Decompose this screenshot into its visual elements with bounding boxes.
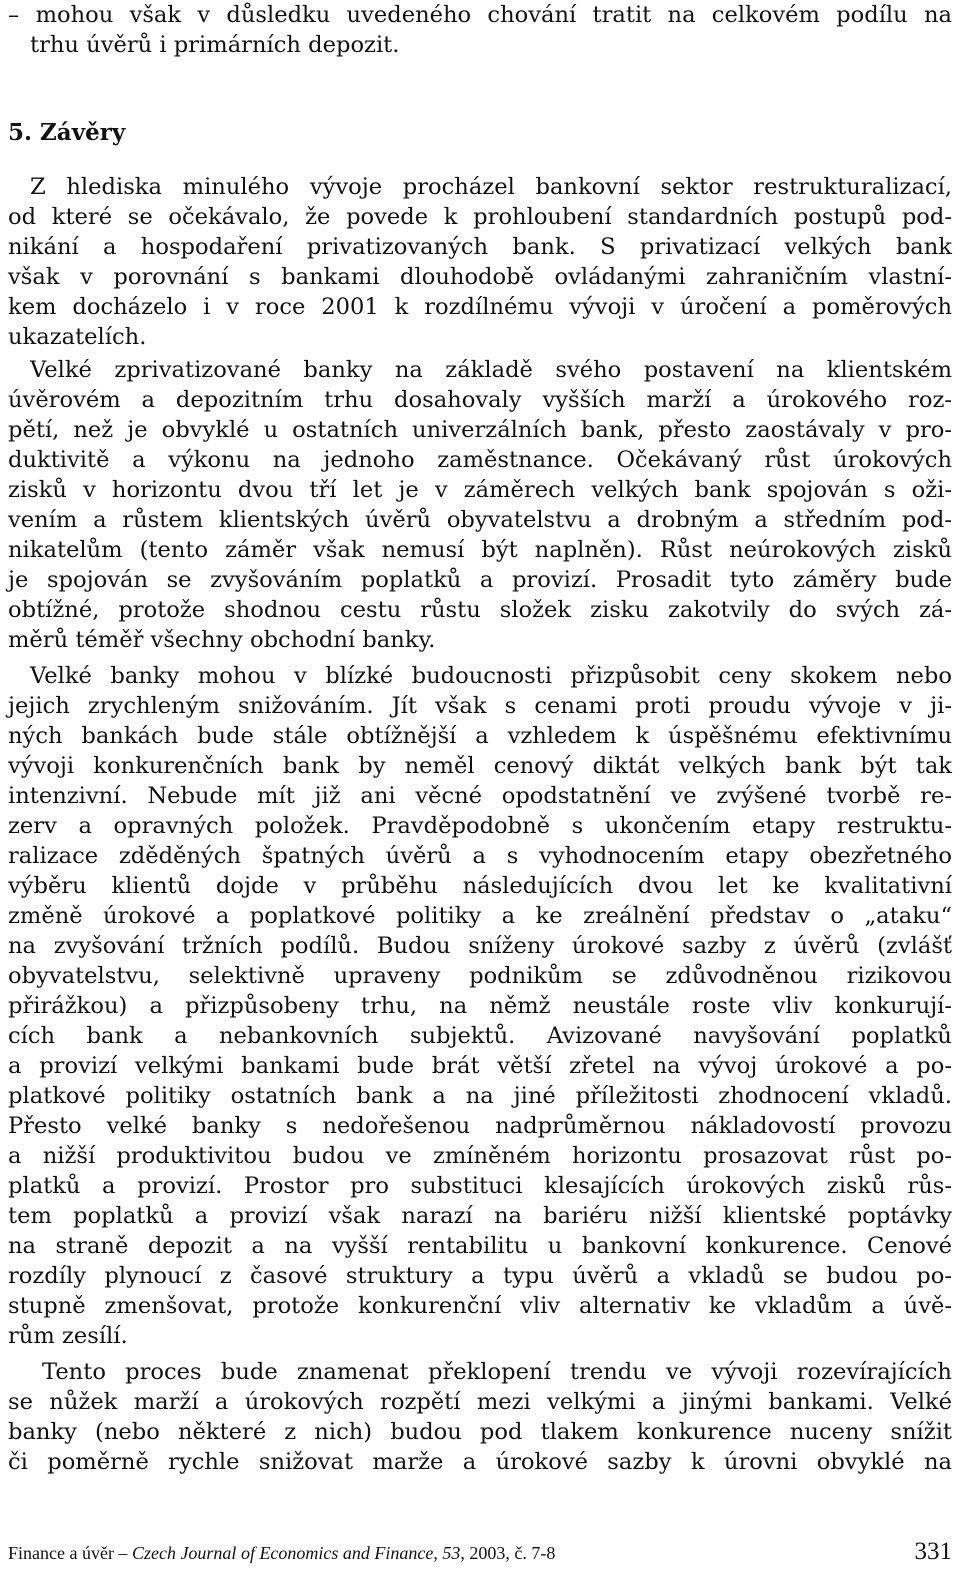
journal-name-cz: Finance a úvěr – [8, 1543, 132, 1563]
paragraph-line: pětí, než je obvyklé u ostatních univerzálních bank, přesto zaostávaly v pro- [8, 417, 952, 443]
paragraph-line: vývoji konkurenčních bank by neměl cenový diktát velkých bank být tak [8, 753, 952, 779]
paragraph-line: úvěrovém a depozitním trhu dosahovaly vyšších marží a úrokového roz- [8, 387, 952, 413]
paragraph-2 [8, 355, 952, 655]
paragraph-line: platkové politiky ostatních bank a na jiné příležitosti zhodnocení vkladů. [8, 1083, 952, 1109]
paragraph-line: intenzivní. Nebude mít již ani věcné opodstatnění ve zvýšené tvorbě re- [8, 783, 952, 809]
paragraph-line: tem poplatků a provizí však narazí na bariéru nižší klientské poptávky [8, 1203, 952, 1229]
paragraph-line: Velké zprivatizované banky na základě svého postavení na klientském [30, 357, 952, 383]
paragraph-line: obtížné, protože shodnou cestu růstu složek zisku zakotvily do svých zá- [8, 597, 952, 623]
paragraph-line: rozdíly plynoucí z časové struktury a typu úvěrů a vkladů se budou po- [8, 1263, 952, 1289]
paragraph-3 [8, 661, 952, 1351]
paragraph-line: obyvatelstvu, selektivně upraveny podnikům se zdůvodněnou rizikovou [8, 963, 952, 989]
paragraph-line: ralizace zděděných špatných úvěrů a s vyhodnocením etapy obezřetného [8, 843, 952, 869]
paragraph-line: měrů téměř všechny obchodní banky. [8, 627, 436, 653]
paragraph-line: přirážkou) a přizpůsobeny trhu, na němž neustále roste vliv konkurují- [8, 993, 952, 1019]
paragraph-line: Přesto velké banky s nedořešenou nadprůměrnou nákladovostí provozu [8, 1113, 952, 1139]
paragraph-line: zisků v horizontu dvou tří let je v záměrech velkých bank spojován s oži- [8, 477, 952, 503]
paragraph-line: Z hlediska minulého vývoje procházel bankovní sektor restrukturalizací, [30, 174, 952, 200]
paragraph-line: duktivitě a výkonu na jednoho zaměstnance. Očekávaný růst úrokových [8, 447, 952, 473]
paragraph-line: změně úrokové a poplatkové politiky a ke zreálnění představ o „ataku“ [8, 903, 952, 929]
bullet-line: – mohou však v důsledku uvedeného chování tratit na celkovém podílu na [8, 2, 952, 28]
paragraph-line: a nižší produktivitou budou ve zmíněném horizontu prosazovat růst po- [8, 1143, 952, 1169]
paragraph-line: nikání a hospodaření privatizovaných bank. S privatizací velkých bank [8, 234, 952, 260]
paragraph-line: kem docházelo i v roce 2001 k rozdílnému vývoji v úročení a poměrových [8, 294, 952, 320]
paragraph-line: banky (nebo některé z nich) budou pod tlakem konkurence nuceny snížit [8, 1419, 952, 1445]
paragraph-line: jejich zrychleným snižováním. Jít však s cenami proti proudu vývoje v ji- [8, 693, 952, 719]
paragraph-line: na straně depozit a na vyšší rentabilitu u bankovní konkurence. Cenové [8, 1233, 952, 1259]
paragraph-line: zerv a opravných položek. Pravděpodobně s ukončením etapy restruktu- [8, 813, 952, 839]
bullet-line: trhu úvěrů i primárních depozit. [30, 32, 400, 58]
paragraph-line: však v porovnání s bankami dlouhodobě ovládanými zahraničním vlastní- [8, 264, 952, 290]
paragraph-line: Tento proces bude znamenat překlopení trendu ve vývoji rozevírajících [42, 1359, 952, 1385]
page-number: 331 [914, 1538, 952, 1565]
paragraph-line: a provizí velkými bankami bude brát větší zřetel na vývoj úrokové a po- [8, 1053, 952, 1079]
paragraph-line: od které se očekávalo, že povede k prohloubení standardních postupů pod- [8, 204, 952, 230]
paragraph-line: nikatelům (tento záměr však nemusí být naplněn). Růst neúrokových zisků [8, 537, 952, 563]
page-footer [8, 1538, 952, 1568]
journal-citation [8, 1543, 555, 1564]
paragraph-line: cích bank a nebankovních subjektů. Avizované navyšování poplatků [8, 1023, 952, 1049]
paragraph-line: se nůžek marží a úrokových rozpětí mezi velkými a jinými bankami. Velké [8, 1389, 952, 1415]
paragraph-line: vením a růstem klientských úvěrů obyvatelstvu a drobným a středním pod- [8, 507, 952, 533]
paragraph-line: ukazatelích. [8, 324, 147, 350]
journal-volume-info: , 53, 2003, č. 7-8 [433, 1543, 556, 1563]
paragraph-line: ných bankách bude stále obtížnější a vzhledem k úspěšnému efektivnímu [8, 723, 952, 749]
paragraph-line: je spojován se zvyšováním poplatků a provizí. Prosadit tyto záměry bude [8, 567, 952, 593]
paragraph-line: či poměrně rychle snižovat marže a úrokové sazby k úrovni obvyklé na [8, 1449, 952, 1475]
paragraph-line: Velké banky mohou v blízké budoucnosti přizpůsobit ceny skokem nebo [30, 663, 952, 689]
journal-name-en: Czech Journal of Economics and Finance [131, 1543, 434, 1563]
section-heading: 5. Závěry [8, 119, 126, 146]
paragraph-1 [8, 172, 952, 352]
paragraph-line: na zvyšování tržních podílů. Budou sníženy úrokové sazby z úvěrů (zvlášť [8, 933, 952, 959]
paragraph-line: platků a provizí. Prostor pro substituci klesajících úrokových zisků růs- [8, 1173, 952, 1199]
paragraph-line: výběru klientů dojde v průběhu následujících dvou let ke kvalitativní [8, 873, 952, 899]
paragraph-line: rům zesílí. [8, 1323, 128, 1349]
bullet-item [8, 0, 952, 60]
paragraph-line: stupně zmenšovat, protože konkurenční vliv alternativ ke vkladům a úvě- [8, 1293, 952, 1319]
paragraph-4 [8, 1357, 952, 1477]
